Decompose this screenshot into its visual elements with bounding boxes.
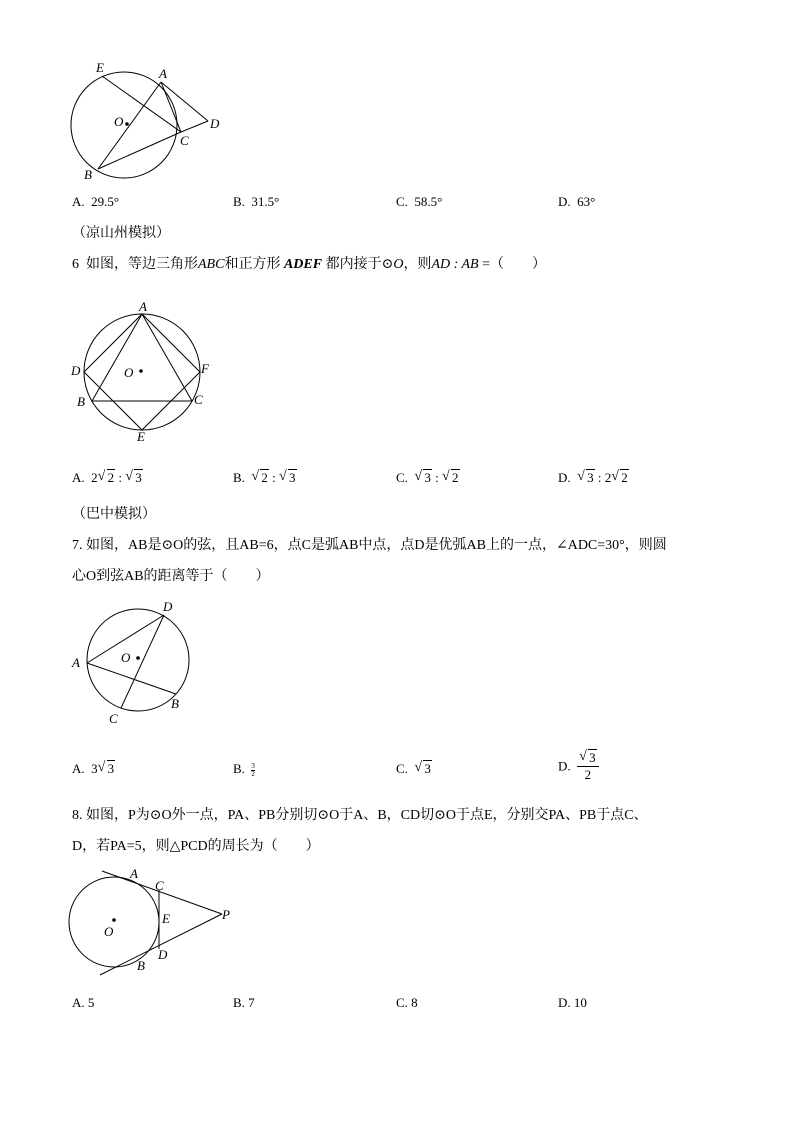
q6-option-c-sqrt-left: √ 3 (414, 469, 431, 485)
q8-label-D: D (158, 947, 168, 962)
q8-option-c-value: 8 (411, 995, 418, 1010)
q6-label-E: E (137, 429, 145, 444)
q6-option-d-sep: : (597, 470, 602, 485)
q6-option-b-sep: : (272, 470, 276, 485)
q6-option-b[interactable] (233, 470, 297, 486)
q5-line-BC (98, 132, 181, 169)
q7-label-O: O (121, 650, 131, 665)
q5-option-a-letter: A. (72, 194, 85, 209)
q6-text-1: 如图，等边三角形 (86, 257, 198, 272)
q6-option-b-sqrt-right: √ 3 (279, 469, 296, 485)
q6-equals: =（ ） (482, 257, 547, 272)
q7-label-B: B (171, 696, 179, 711)
q8-option-b-letter: B. (233, 995, 245, 1010)
q8-label-B: B (137, 958, 145, 973)
q7-option-d[interactable] (558, 750, 599, 783)
q6-option-b-letter: B. (233, 470, 245, 485)
q6-option-d-coef: 2 (604, 470, 612, 485)
q5-option-b[interactable] (233, 194, 279, 210)
q7-option-d-sqrt: √ 3 (579, 749, 596, 765)
q6-abc: ABC (198, 257, 225, 272)
q6-text-2: 和正方形 (224, 257, 281, 272)
q8-option-b[interactable] (233, 995, 255, 1011)
q5-option-b-letter: B. (233, 194, 245, 209)
q6-stem (72, 257, 546, 273)
q6-label-D: D (71, 363, 81, 378)
q7-line-AB (87, 663, 176, 694)
q6-option-d-sqrt-right: √ 2 (611, 469, 628, 485)
q6-option-c[interactable] (396, 470, 460, 486)
q5-option-b-value: 31.5° (251, 194, 280, 209)
q5-option-d-value: 63° (577, 194, 596, 209)
q7-stem-line2: 心O到弦AB的距离等于（ ） (72, 569, 270, 584)
q7-option-a-sqrt: √ 3 (97, 760, 115, 776)
q8-option-b-value: 7 (248, 995, 255, 1010)
q8-label-A: A (130, 866, 138, 881)
q7-source: （巴中模拟） (72, 507, 156, 522)
q8-label-E: E (162, 911, 170, 926)
q5-label-C: C (180, 133, 189, 148)
q8-tangent-PB (100, 914, 222, 975)
q6-triangle-ABC (92, 314, 192, 401)
q7-option-c-letter: C. (396, 761, 408, 776)
q8-circle (69, 877, 159, 967)
q5-option-d[interactable] (558, 194, 595, 210)
q8-option-d[interactable] (558, 995, 587, 1011)
q5-option-d-letter: D. (558, 194, 571, 209)
q6-source: （凉山州模拟） (72, 226, 170, 241)
q6-label-A: A (139, 299, 147, 314)
q5-option-c-letter: C. (396, 194, 408, 209)
q6-diagram (62, 298, 222, 448)
q6-o: O (393, 257, 404, 272)
q8-stem-line2: D，若PA=5，则△PCD的周长为（ ） (72, 839, 320, 854)
q6-ratio: AD : AB (431, 257, 479, 272)
q8-label-P: P (222, 907, 230, 922)
q5-option-a[interactable] (72, 194, 119, 210)
q5-option-c[interactable] (396, 194, 442, 210)
q5-circle (71, 72, 177, 178)
q5-option-c-value: 58.5° (414, 194, 443, 209)
q6-option-a[interactable] (72, 470, 143, 486)
q6-text-3: 都内接于 (325, 257, 382, 272)
q8-center-dot (112, 918, 116, 922)
q5-label-O: O (114, 114, 124, 129)
q6-label-F: F (201, 361, 209, 376)
q5-diagram (60, 58, 230, 183)
q7-diagram (64, 596, 204, 731)
q5-option-a-value: 29.5° (91, 194, 120, 209)
q8-option-d-value: 10 (573, 995, 587, 1010)
q6-option-c-sqrt-right: √ 2 (442, 469, 459, 485)
q8-option-a[interactable] (72, 995, 94, 1011)
q7-option-d-letter: D. (558, 758, 571, 774)
q5-line-AD (161, 82, 208, 121)
q5-line-CD (181, 121, 208, 132)
q7-label-C: C (109, 711, 118, 726)
q7-center-dot (136, 656, 140, 660)
q7-option-d-fraction: √ 3 2 (577, 750, 599, 783)
q7-option-b[interactable] (233, 761, 255, 778)
q6-option-b-sqrt-left: √ 2 (251, 469, 268, 485)
q6-option-a-letter: A. (72, 470, 85, 485)
q6-circle-symbol: ⊙ (381, 257, 394, 272)
q6-option-a-sqrt-left: √ 2 (97, 469, 115, 485)
q8-option-c[interactable] (396, 995, 418, 1011)
q6-label-O: O (124, 365, 134, 380)
q6-option-d-sqrt-left: √ 3 (577, 469, 594, 485)
q7-option-a[interactable] (72, 761, 115, 777)
q7-option-c[interactable] (396, 761, 432, 777)
q6-option-c-letter: C. (396, 470, 408, 485)
q6-center-dot (139, 369, 143, 373)
q5-center-dot (125, 122, 129, 126)
q7-option-c-sqrt: √ 3 (414, 760, 431, 776)
q5-label-A: A (159, 66, 167, 81)
q6-number: 6 (72, 257, 79, 272)
q8-option-c-letter: C. (396, 995, 408, 1010)
q6-option-a-coef: 2 (91, 470, 98, 485)
q7-option-b-fraction: $\frac{3}{2}$ (251, 761, 255, 778)
q6-label-B: B (77, 394, 85, 409)
q8-label-O: O (104, 924, 114, 939)
q7-option-b-letter: B. (233, 761, 245, 776)
q6-text-4: ，则 (403, 257, 432, 272)
q6-label-C: C (194, 392, 203, 407)
q8-label-C: C (155, 878, 164, 893)
q7-stem-line1: 7. 如图，AB是⊙O的弦，且AB=6，点C是弧AB中点，点D是优弧AB上的一点，∠ADC=30°，则圆 (72, 538, 667, 553)
q7-option-a-coef: 3 (91, 761, 98, 776)
q6-option-c-sep: : (435, 470, 439, 485)
q8-option-d-letter: D. (558, 995, 571, 1010)
q5-label-B: B (84, 167, 92, 182)
q7-label-A: A (72, 655, 80, 670)
q6-option-a-sqrt-right: √ 3 (125, 469, 142, 485)
q7-option-a-letter: A. (72, 761, 85, 776)
q8-diagram (62, 862, 242, 982)
q8-option-a-value: 5 (87, 995, 95, 1010)
q5-label-D: D (210, 116, 220, 131)
q8-option-a-letter: A. (72, 995, 85, 1010)
q5-label-E: E (96, 60, 104, 75)
q6-option-a-sep: : (118, 470, 123, 485)
q8-stem-line1: 8. 如图，P为⊙O外一点，PA、PB分别切⊙O于A、B，CD切⊙O于点E，分别交PA、PB于点C、 (72, 808, 648, 823)
q6-adef: ADEF (283, 257, 323, 272)
q6-option-d-letter: D. (558, 470, 571, 485)
q7-label-D: D (163, 599, 173, 614)
q6-option-d[interactable] (558, 470, 629, 486)
